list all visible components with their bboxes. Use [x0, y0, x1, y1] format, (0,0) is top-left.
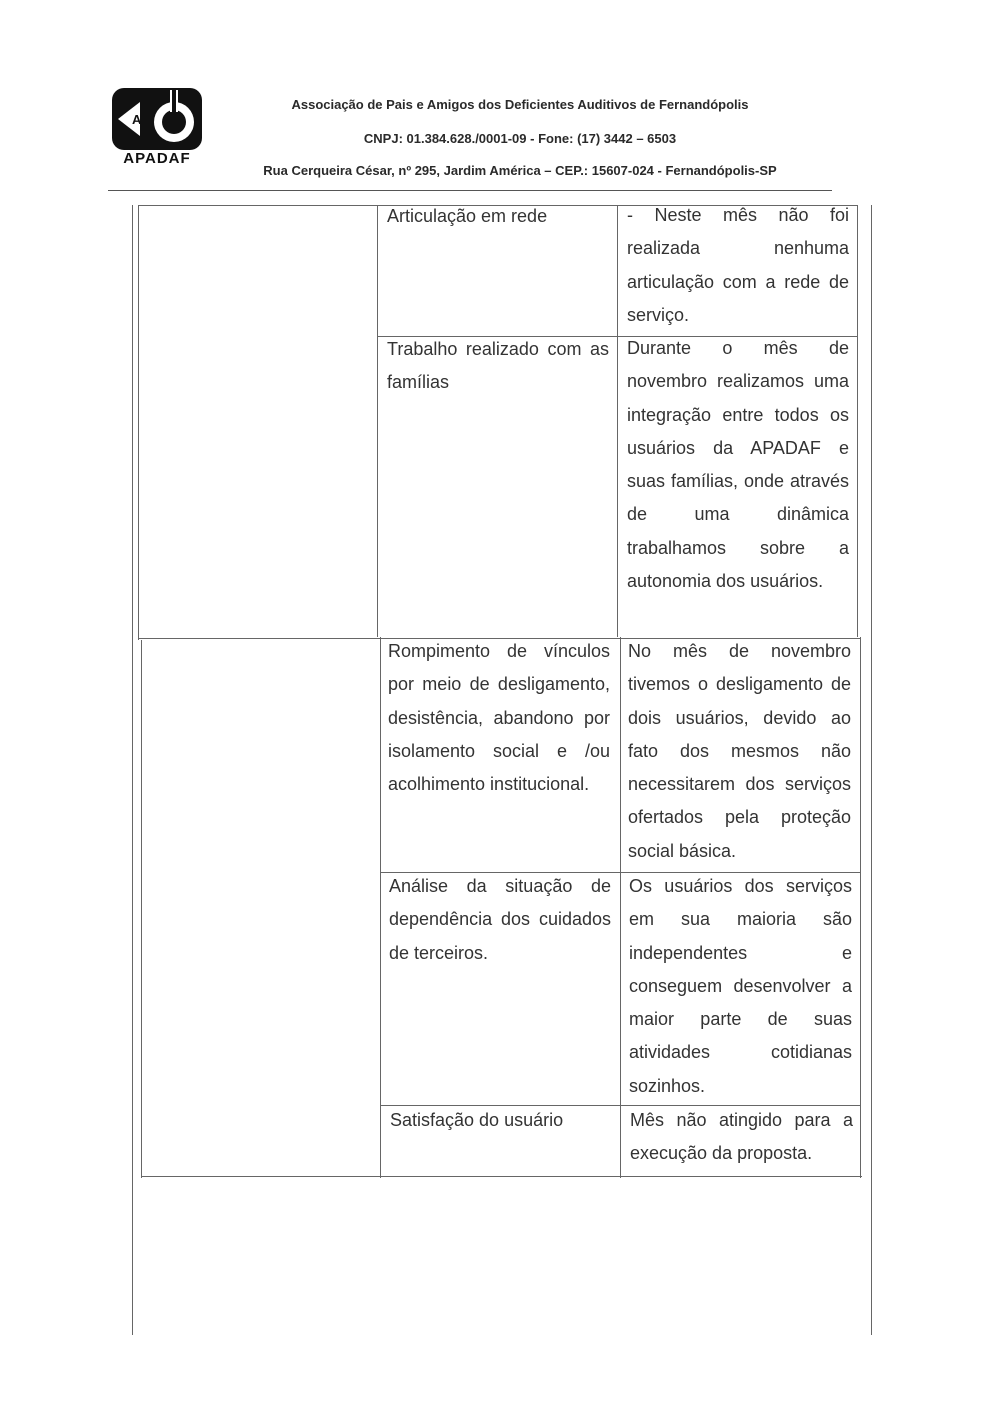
table-row-item: Rompimento de vínculos por meio de desligamento, desistência, abandono por isolamento social e /ou acolhimento institucional. — [388, 641, 610, 795]
table-row-description: - Neste mês não foi realizada nenhuma articulação com a rede de serviço. — [627, 205, 849, 325]
table-right-border — [857, 205, 858, 637]
address-line: Rua Cerqueira César, nº 295, Jardim América – CEP.: 15607-024 - Fernandópolis-SP — [263, 163, 777, 178]
table-row-description: Mês não atingido para a execução da proposta. — [630, 1110, 853, 1164]
column-divider — [377, 205, 378, 637]
table-row-description: Durante o mês de novembro realizamos uma integração entre todos os usuários da APADAF e suas famílias, onde através de uma dinâmica trabalhamos sobre a autonomia dos usuários. — [627, 338, 849, 592]
apadaf-logo — [110, 88, 204, 170]
logo-text: APADAF — [123, 150, 191, 167]
table-row-description: Os usuários dos serviços em sua maioria são independentes e conseguem desenvolver a maior parte de suas atividades cotidianas sozinhos. — [629, 876, 852, 1096]
table-row-item: Análise da situação de dependência dos cuidados de terceiros. — [389, 876, 611, 963]
left-edge-line — [132, 205, 133, 1335]
table-row-item: Articulação em rede — [387, 206, 548, 226]
column-divider — [620, 637, 621, 1178]
table-left-border — [141, 640, 142, 1178]
ear-logo-icon — [112, 88, 202, 150]
table-right-border — [860, 637, 861, 1178]
table-row-item: Satisfação do usuário — [390, 1110, 564, 1130]
logo-letter: A — [132, 112, 142, 127]
table-row-description: No mês de novembro tivemos o desligamento de dois usuários, devido ao fato dos mesmos não necessitarem dos serviços ofertados pela proteção social básica. — [628, 641, 851, 861]
header-divider — [108, 190, 832, 191]
table-row-item: Trabalho realizado com as famílias — [387, 339, 609, 393]
row-divider — [141, 1176, 862, 1177]
table-left-border — [138, 205, 139, 640]
contact-line: CNPJ: 01.384.628./0001-09 - Fone: (17) 3442 – 6503 — [363, 131, 677, 146]
organization-name: Associação de Pais e Amigos dos Deficientes Auditivos de Fernandópolis — [291, 97, 749, 112]
column-divider — [380, 637, 381, 1178]
right-edge-line — [871, 205, 872, 1335]
column-divider — [617, 205, 618, 637]
